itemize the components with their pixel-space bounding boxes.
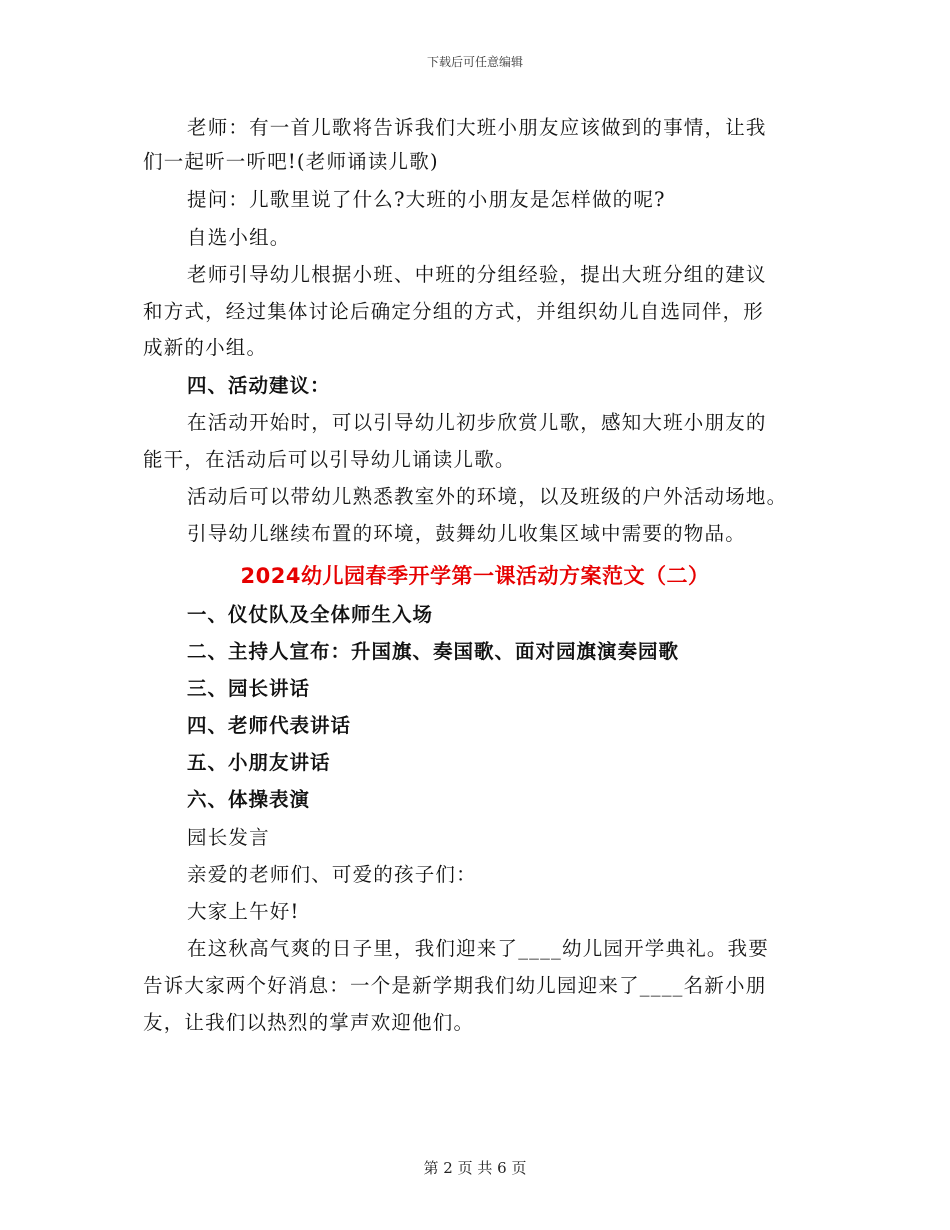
paragraph-line: 提问：儿歌里说了什么?大班的小朋友是怎样做的呢? [187,188,666,211]
paragraph-line: 亲爱的老师们、可爱的孩子们： [187,863,477,886]
list-item: 四、老师代表讲话 [187,714,352,737]
paragraph-line: 自选小组。 [187,226,291,249]
paragraph-line: 老师：有一首儿歌将告诉我们大班小朋友应该做到的事情，让我 [187,116,767,139]
section-title: 2024幼儿园春季开学第一课活动方案范文（二） [240,564,710,588]
paragraph-line: 引导幼儿继续布置的环境，鼓舞幼儿收集区域中需要的物品。 [187,522,746,545]
paragraph-line: 和方式，经过集体讨论后确定分组的方式，并组织幼儿自选同伴，形 [143,300,765,323]
paragraph-line: 老师引导幼儿根据小班、中班的分组经验，提出大班分组的建议 [187,263,767,286]
paragraph-line: 在这秋高气爽的日子里，我们迎来了____幼儿园开学典礼。我要 [187,937,770,960]
list-item: 一、仪仗队及全体师生入场 [187,603,434,626]
list-item: 二、主持人宣布：升国旗、奏国歌、面对园旗演奏园歌 [187,640,680,663]
section-heading: 四、活动建议： [187,374,331,397]
paragraph-line: 成新的小组。 [143,336,268,359]
paragraph-line: 能干，在活动后可以引导幼儿诵读儿歌。 [143,448,516,471]
paragraph-line: 在活动开始时，可以引导幼儿初步欣赏儿歌，感知大班小朋友的 [187,411,767,434]
list-item: 五、小朋友讲话 [187,751,331,774]
paragraph-line: 友，让我们以热烈的掌声欢迎他们。 [143,1011,475,1034]
list-item: 三、园长讲话 [187,677,311,700]
list-item: 六、体操表演 [187,788,311,811]
paragraph-line: 活动后可以带幼儿熟悉教室外的环境，以及班级的户外活动场地。 [187,485,788,508]
paragraph-line: 们一起听一听吧!(老师诵读儿歌) [143,150,439,173]
paragraph-line: 告诉大家两个好消息：一个是新学期我们幼儿园迎来了____名新小朋 [143,974,767,997]
page-footer: 第 2 页 共 6 页 [423,1159,527,1177]
page-header: 下载后可任意编辑 [426,55,523,69]
paragraph-line: 园长发言 [187,826,270,849]
paragraph-line: 大家上午好! [187,900,300,923]
